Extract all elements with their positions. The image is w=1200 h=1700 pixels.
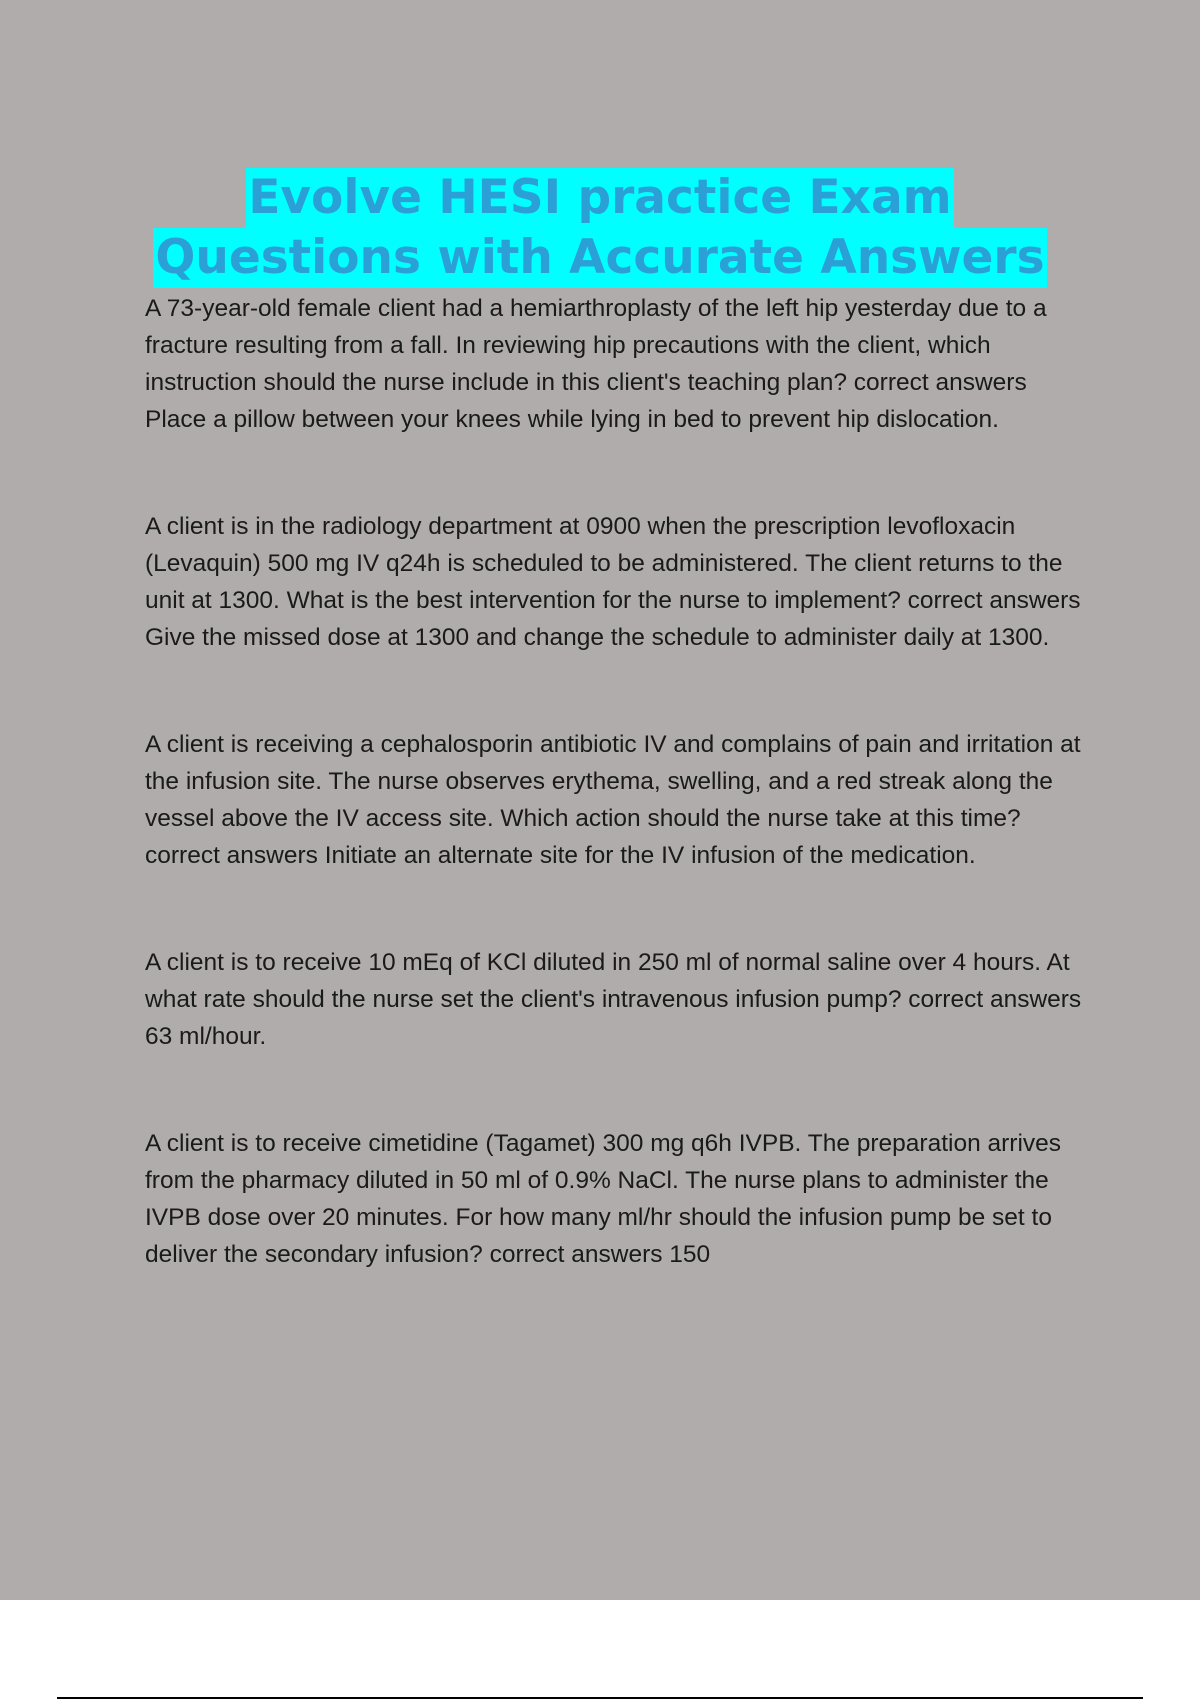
title-line-1: Evolve HESI practice Exam xyxy=(246,168,953,228)
qa-item: A client is to receive 10 mEq of KCl diluted in 250 ml of normal saline over 4 hours. At what rate should the nurse set the client's intravenous infusion pump? correct answers 63 ml/hour. xyxy=(145,949,1082,1050)
qa-item: A client is receiving a cephalosporin antibiotic IV and complains of pain and irritation at the infusion site. The nurse observes erythema, swelling, and a red streak along the vessel above the IV access site. Which action should the nurse take at this time? correct answers Initiate an alternate site for the IV infusion of the medication. xyxy=(145,731,1081,869)
title-line-2: Questions with Accurate Answers xyxy=(153,228,1046,288)
page-title xyxy=(0,168,1200,288)
qa-list xyxy=(145,290,1090,1273)
qa-item: A 73-year-old female client had a hemiarthroplasty of the left hip yesterday due to a fracture resulting from a fall. In reviewing hip precautions with the client, which instruction should the nurse include in this client's teaching plan? correct answers Place a pillow between your knees while lying in bed to prevent hip dislocation. xyxy=(145,295,1047,433)
qa-item: A client is to receive cimetidine (Tagamet) 300 mg q6h IVPB. The preparation arrives from the pharmacy diluted in 50 ml of 0.9% NaCl. The nurse plans to administer the IVPB dose over 20 minutes. For how many ml/hr should the infusion pump be set to deliver the secondary infusion? correct answers 150 xyxy=(145,1130,1062,1268)
footer-divider xyxy=(57,1697,1143,1699)
qa-item: A client is in the radiology department at 0900 when the prescription levofloxacin (Levaquin) 500 mg IV q24h is scheduled to be administered. The client returns to the unit at 1300. What is the best intervention for the nurse to implement? correct answers Give the missed dose at 1300 and change the schedule to administer daily at 1300. xyxy=(145,513,1081,651)
